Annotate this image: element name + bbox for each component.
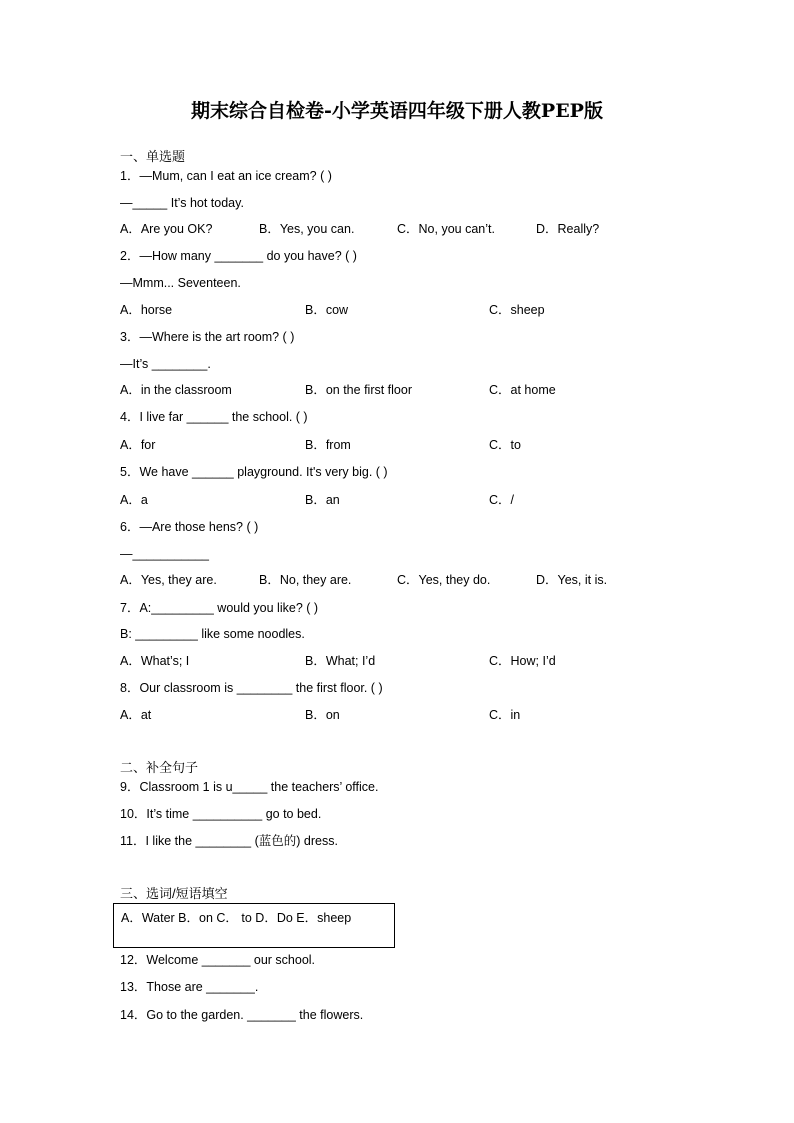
option-b: B．No, they are. — [259, 573, 352, 587]
option-c: C．to — [489, 438, 521, 452]
question-5-stem: 5．We have ______ playground. It's very big. ( ) — [120, 465, 388, 479]
option-c: C．Yes, they do. — [397, 573, 491, 587]
question-4-stem: 4．I live far ______ the school. ( ) — [120, 410, 308, 424]
option-b: B．on — [305, 708, 340, 722]
section-heading-word-fill: 三、选词/短语填空 — [120, 886, 228, 901]
question-2-stem: 2．—How many _______ do you have? ( ) — [120, 249, 357, 263]
question-5-options — [120, 492, 680, 508]
question-3-dialogue: —It’s ________. — [120, 357, 211, 371]
option-b: B．What; I’d — [305, 654, 376, 668]
question-2-options — [120, 302, 680, 318]
question-8-options — [120, 707, 680, 723]
question-10: 10．It’s time __________ go to bed. — [120, 807, 322, 821]
page-title: 期末综合自检卷-小学英语四年级下册人教PEP版 — [191, 100, 603, 122]
option-b: B．cow — [305, 303, 349, 317]
option-c: C．sheep — [489, 303, 545, 317]
option-b: B．from — [305, 438, 351, 452]
option-d: D．Yes, it is. — [536, 573, 608, 587]
question-3-options — [120, 382, 680, 398]
question-6-options — [120, 572, 680, 588]
question-2-dialogue: —Mmm... Seventeen. — [120, 276, 241, 290]
question-14: 14．Go to the garden. _______ the flowers. — [120, 1008, 364, 1022]
question-8-stem: 8．Our classroom is ________ the first floor. ( ) — [120, 681, 383, 695]
question-7-options — [120, 653, 680, 669]
question-13: 13．Those are _______. — [120, 980, 259, 994]
option-a: A．a — [120, 493, 148, 507]
question-7-stem: 7．A:_________ would you like? ( ) — [120, 601, 319, 615]
option-b: B．an — [305, 493, 340, 507]
question-1-stem: 1．—Mum, can I eat an ice cream? ( ) — [120, 169, 332, 183]
question-3-stem: 3．—Where is the art room? ( ) — [120, 330, 295, 344]
section-heading-single-choice: 一、单选题 — [120, 149, 186, 164]
section-heading-complete-sentences: 二、补全句子 — [120, 760, 199, 775]
option-a: A．Are you OK? — [120, 222, 213, 236]
option-c: C．in — [489, 708, 521, 722]
option-a: A．Yes, they are. — [120, 573, 217, 587]
question-6-stem: 6．—Are those hens? ( ) — [120, 520, 259, 534]
word-bank-box: A．Water B．on C． to D．Do E．sheep — [113, 903, 395, 948]
question-7-dialogue: B: _________ like some noodles. — [120, 627, 305, 641]
option-a: A．horse — [120, 303, 173, 317]
option-a: A．in the classroom — [120, 383, 232, 397]
question-1-options — [120, 221, 680, 237]
option-b: B．on the first floor — [305, 383, 412, 397]
option-c: C．at home — [489, 383, 556, 397]
question-1-dialogue: —_____ It’s hot today. — [120, 196, 244, 210]
question-6-dialogue: —___________ — [120, 547, 209, 561]
option-c: C．How; I’d — [489, 654, 556, 668]
option-b: B．Yes, you can. — [259, 222, 355, 236]
question-11: 11．I like the ________ (蓝色的) dress. — [120, 834, 338, 848]
question-12: 12．Welcome _______ our school. — [120, 953, 316, 967]
question-9: 9．Classroom 1 is u_____ the teachers’ office. — [120, 780, 379, 794]
option-c: C．/ — [489, 493, 515, 507]
option-c: C．No, you can’t. — [397, 222, 495, 236]
option-a: A．for — [120, 438, 156, 452]
question-4-options — [120, 437, 680, 453]
option-a: A．at — [120, 708, 152, 722]
option-a: A．What’s; I — [120, 654, 190, 668]
option-d: D．Really? — [536, 222, 600, 236]
